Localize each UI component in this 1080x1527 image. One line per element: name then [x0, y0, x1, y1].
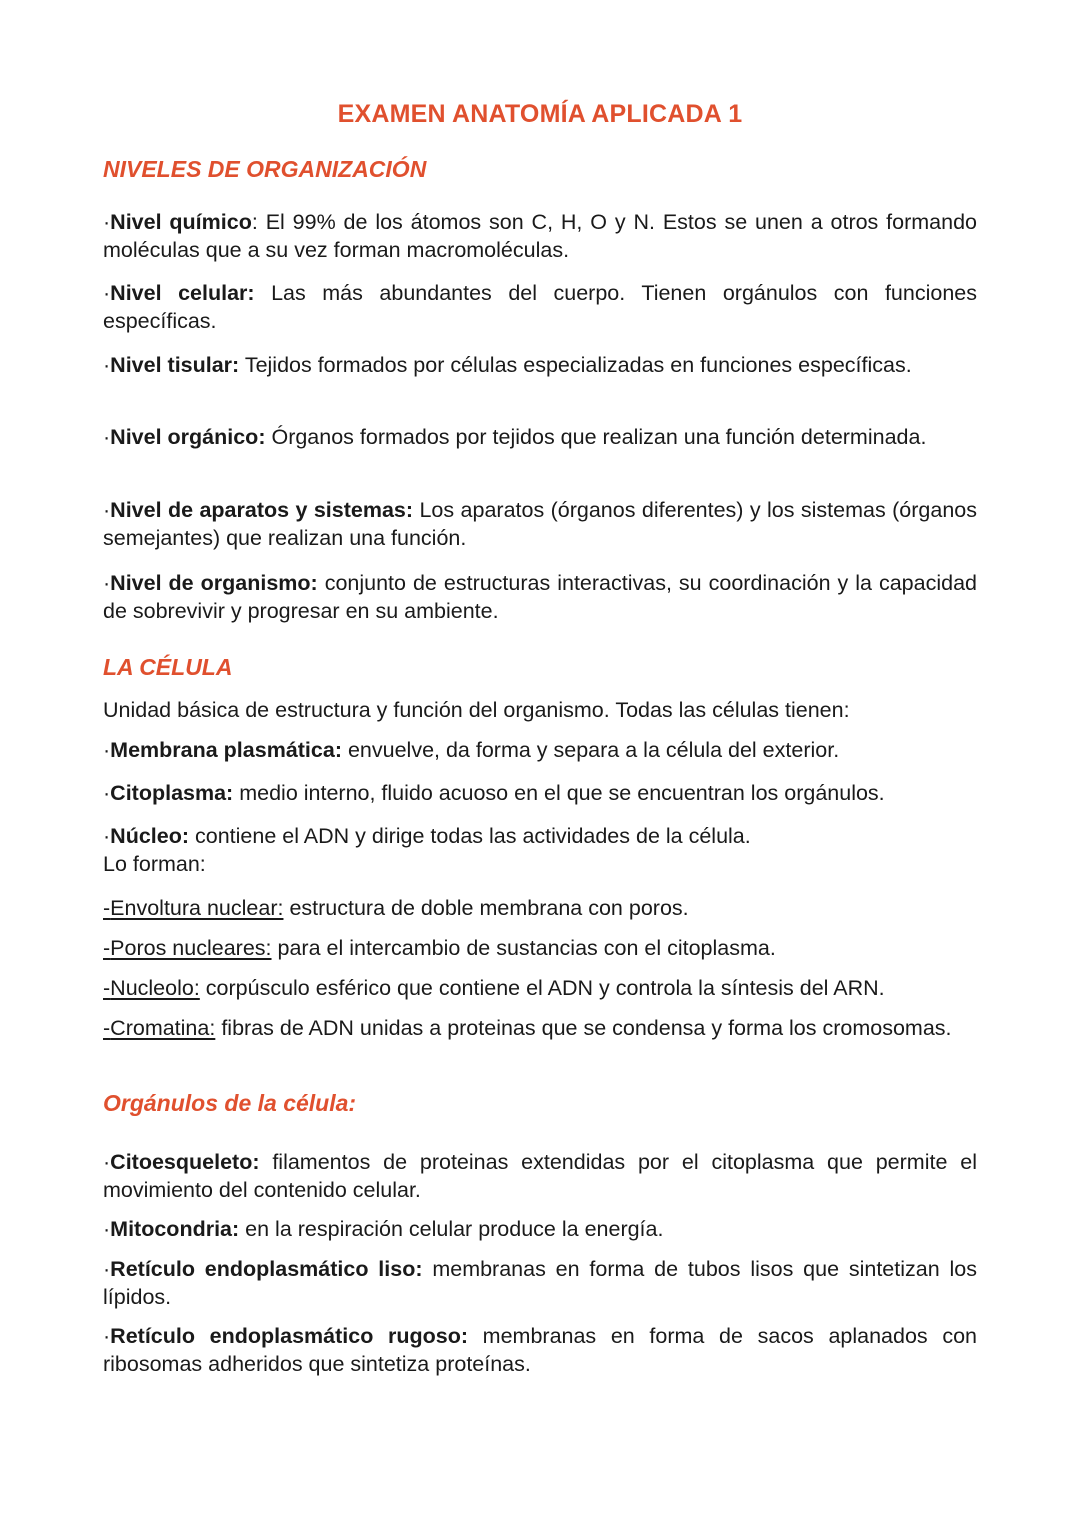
item-term: Nivel de organismo: — [110, 571, 318, 595]
item-term: Retículo endoplasmático liso: — [110, 1257, 423, 1281]
item-term: Citoesqueleto: — [110, 1150, 260, 1174]
list-item: ·Retículo endoplasmático liso: membranas en forma de tubos lisos que sintetizan los lípidos. — [103, 1257, 977, 1309]
section-intro: Unidad básica de estructura y función del organismo. Todas las células tienen: — [103, 698, 850, 722]
list-item: ·Citoplasma: medio interno, fluido acuoso en el que se encuentran los orgánulos. — [103, 781, 885, 805]
item-text: filamentos de proteinas extendidas por el citoplasma que permite el movimiento del contenido celular. — [103, 1150, 977, 1202]
item-text: contiene el ADN y dirige todas las actividades de la célula. — [195, 824, 751, 848]
item-text: envuelve, da forma y separa a la célula del exterior. — [347, 738, 840, 762]
section-heading-niveles: NIVELES DE ORGANIZACIÓN — [103, 156, 427, 182]
part-text: corpúsculo esférico que contiene el ADN y controla la síntesis del ARN. — [205, 976, 885, 1000]
item-text: El 99% de los átomos son C, H, O y N. Estos se unen a otros formando moléculas que a su vez forman macromoléculas. — [103, 210, 977, 262]
item-term: Nivel de aparatos y sistemas: — [110, 498, 414, 522]
part-text: fibras de ADN unidas a proteinas que se condensa y forma los cromosomas. — [221, 1016, 952, 1040]
item-term: Mitocondria: — [110, 1217, 240, 1241]
part-term: Poros nucleares: — [110, 936, 272, 960]
item-text: membranas en forma de sacos aplanados con ribosomas adheridos que sintetiza proteínas. — [103, 1324, 977, 1376]
list-item: ·Nivel orgánico: Órganos formados por tejidos que realizan una función determinada. — [103, 425, 927, 449]
part-text: estructura de doble membrana con poros. — [289, 896, 689, 920]
item-text: en la respiración celular produce la energía. — [245, 1217, 664, 1241]
lo-forman-label: Lo forman: — [103, 852, 206, 876]
item-text: Órganos formados por tejidos que realizan una función determinada. — [271, 425, 927, 449]
list-item: ·Nivel de aparatos y sistemas: Los aparatos (órganos diferentes) y los sistemas (órganos semejantes) que realizan una función. — [103, 498, 977, 550]
item-term: Nivel tisular: — [110, 353, 240, 377]
list-item: ·Nivel celular: Las más abundantes del cuerpo. Tienen orgánulos con funciones específicas. — [103, 281, 977, 333]
item-term: Núcleo: — [110, 824, 190, 848]
item-term: Nivel orgánico: — [110, 425, 266, 449]
page-title: EXAMEN ANATOMÍA APLICADA 1 — [337, 100, 743, 128]
item-term: Nivel químico — [110, 210, 252, 234]
nucleo-part: -Cromatina: fibras de ADN unidas a proteinas que se condensa y forma los cromosomas. — [103, 1016, 952, 1040]
item-term: Membrana plasmática: — [110, 738, 342, 762]
nucleo-part: -Poros nucleares: para el intercambio de sustancias con el citoplasma. — [103, 936, 776, 960]
list-item: ·Membrana plasmática: envuelve, da forma y separa a la célula del exterior. — [103, 738, 840, 762]
item-text: Los aparatos (órganos diferentes) y los sistemas (órganos semejantes) que realizan una función. — [103, 498, 977, 550]
nucleo-part: -Nucleolo: corpúsculo esférico que contiene el ADN y controla la síntesis del ARN. — [103, 976, 885, 1000]
item-text: medio interno, fluido acuoso en el que se encuentran los orgánulos. — [239, 781, 885, 805]
item-text: Las más abundantes del cuerpo. Tienen orgánulos con funciones específicas. — [103, 281, 977, 333]
section-heading-celula: LA CÉLULA — [103, 654, 233, 680]
list-item: ·Núcleo: contiene el ADN y dirige todas las actividades de la célula. — [103, 824, 751, 848]
list-item: ·Mitocondria: en la respiración celular produce la energía. — [103, 1217, 664, 1241]
item-term: Citoplasma: — [110, 781, 234, 805]
item-text: membranas en forma de tubos lisos que sintetizan los lípidos. — [103, 1257, 977, 1309]
part-term: Envoltura nuclear: — [110, 896, 284, 920]
list-item: ·Nivel de organismo: conjunto de estructuras interactivas, su coordinación y la capacidad de sobrevivir y progresar en su ambiente. — [103, 571, 977, 623]
list-item: ·Citoesqueleto: filamentos de proteinas extendidas por el citoplasma que permite el movimiento del contenido celular. — [103, 1150, 977, 1202]
item-text: Tejidos formados por células especializadas en funciones específicas. — [244, 353, 912, 377]
list-item: ·Retículo endoplasmático rugoso: membranas en forma de sacos aplanados con ribosomas adheridos que sintetiza proteínas. — [103, 1324, 977, 1376]
list-item: ·Nivel químico: El 99% de los átomos son C, H, O y N. Estos se unen a otros formando moléculas que a su vez forman macromoléculas. — [103, 210, 977, 262]
item-text: conjunto de estructuras interactivas, su coordinación y la capacidad de sobrevivir y progresar en su ambiente. — [103, 571, 977, 623]
part-term: Cromatina: — [110, 1016, 216, 1040]
item-term: Nivel celular: — [110, 281, 255, 305]
nucleo-part: -Envoltura nuclear: estructura de doble membrana con poros. — [103, 896, 689, 920]
list-item: ·Nivel tisular: Tejidos formados por células especializadas en funciones específicas. — [103, 353, 912, 377]
part-term: Nucleolo: — [110, 976, 200, 1000]
part-text: para el intercambio de sustancias con el citoplasma. — [277, 936, 776, 960]
section-heading-organulos: Orgánulos de la célula: — [103, 1090, 357, 1116]
item-term: Retículo endoplasmático rugoso: — [110, 1324, 468, 1348]
